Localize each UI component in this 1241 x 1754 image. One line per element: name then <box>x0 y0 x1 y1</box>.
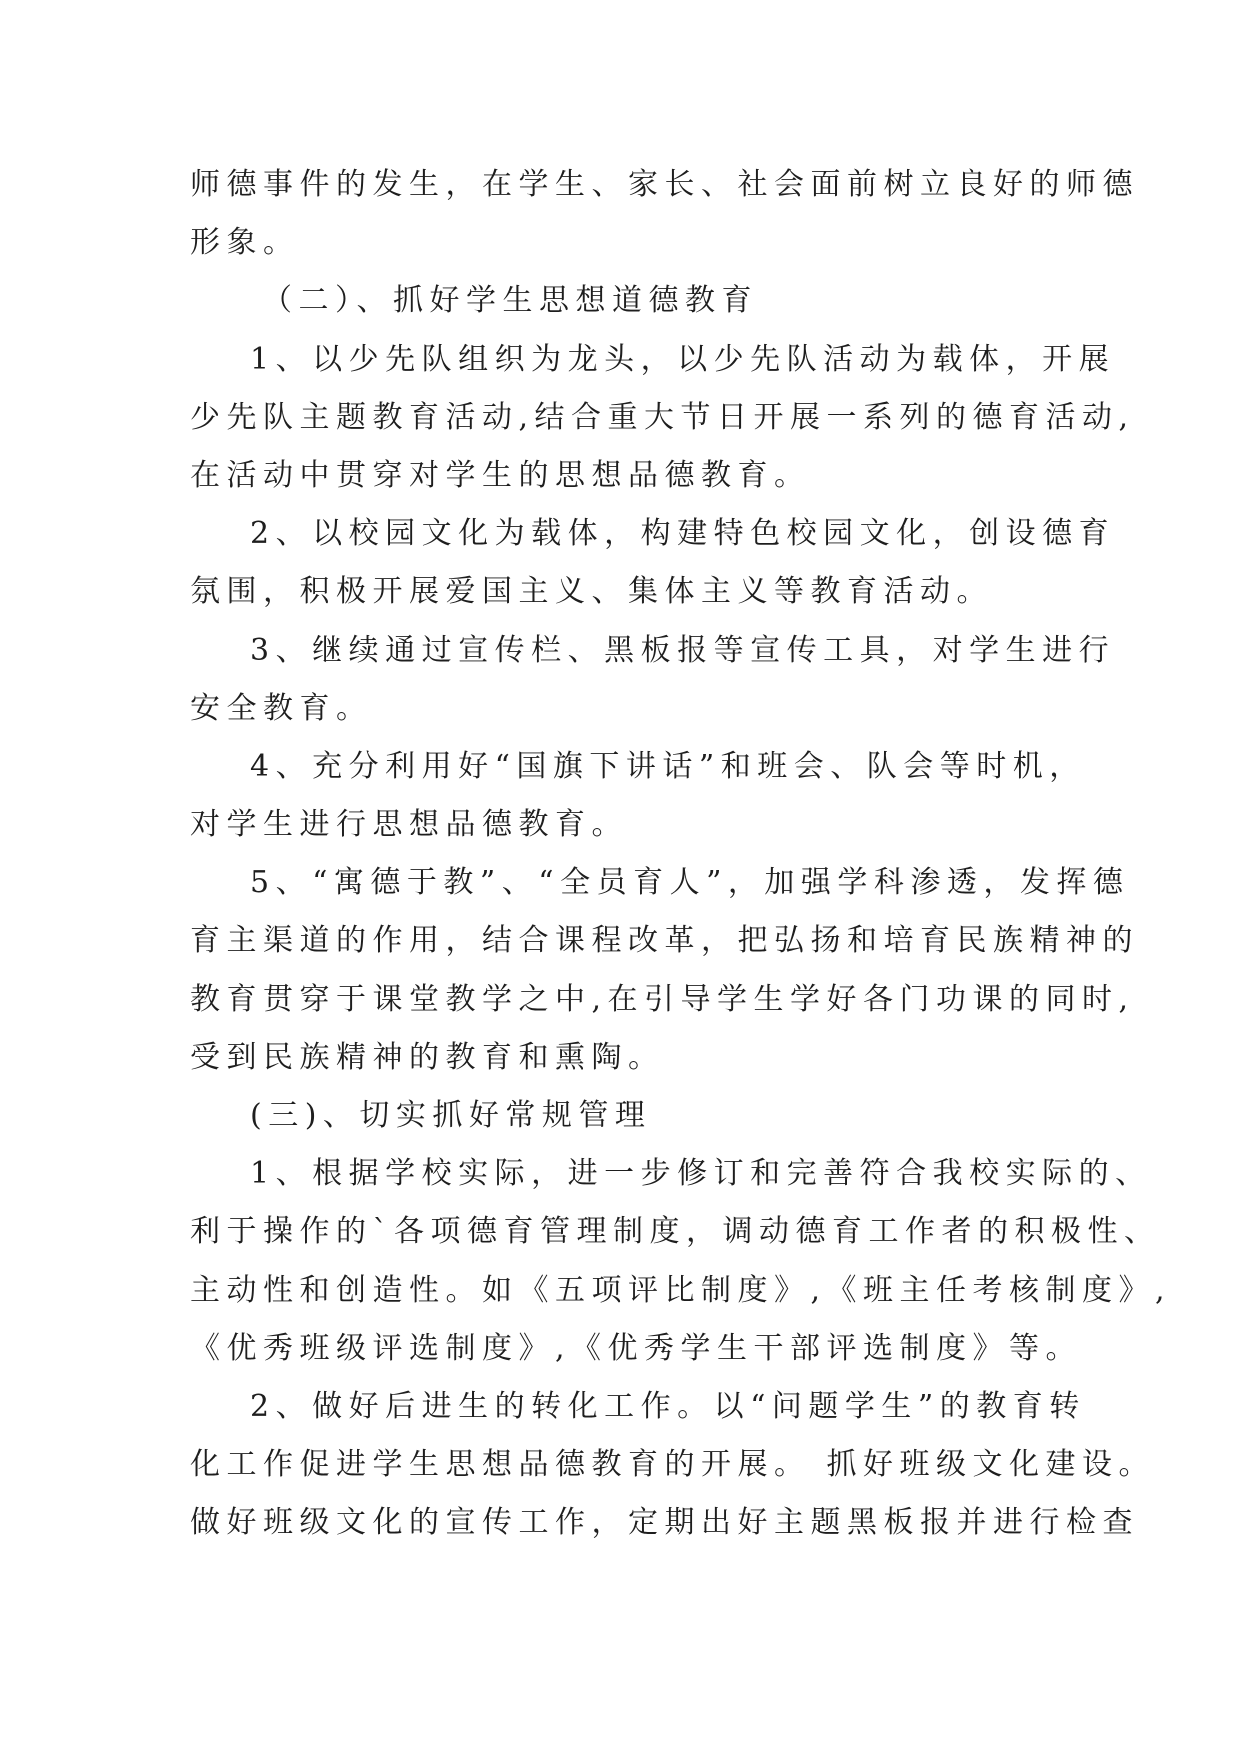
item-3-line: 3、继续通过宣传栏、黑板报等宣传工具，对学生进行 <box>250 632 1116 668</box>
mgmt-item-2-line: 2、做好后进生的转化工作。以“问题学生”的教育转 <box>250 1388 1086 1424</box>
mgmt-item-1-line: 1、根据学校实际，进一步修订和完善符合我校实际的、 <box>250 1156 1152 1192</box>
item-1-line: 少先队主题教育活动,结合重大节日开展一系列的德育活动, <box>190 399 1135 435</box>
item-3-line: 安全教育。 <box>190 690 373 726</box>
paragraph-line: 师德事件的发生，在学生、家长、社会面前树立良好的师德 <box>190 167 1139 202</box>
item-4-line: 4、充分利用好“国旗下讲话”和班会、队会等时机， <box>250 748 1086 784</box>
paragraph-line: 形象。 <box>190 225 300 261</box>
mgmt-item-1-line: 《优秀班级评选制度》,《优秀学生干部评选制度》等。 <box>190 1330 1083 1366</box>
item-2-line: 氛围，积极开展爱国主义、集体主义等教育活动。 <box>190 574 993 610</box>
item-2-line: 2、以校园文化为载体，构建特色校园文化，创设德育 <box>250 516 1116 552</box>
section-heading-3: (三)、切实抓好常规管理 <box>250 1098 652 1133</box>
item-5-line: 5、“寓德于教”、“全员育人”，加强学科渗透，发挥德 <box>250 865 1130 901</box>
mgmt-item-1-line: 主动性和创造性。如《五项评比制度》,《班主任考核制度》, <box>190 1272 1172 1308</box>
item-1-line: 1、以少先队组织为龙头，以少先队活动为载体，开展 <box>250 341 1116 377</box>
item-5-line: 育主渠道的作用，结合课程改革，把弘扬和培育民族精神的 <box>190 923 1139 959</box>
mgmt-item-1-line: 利于操作的`各项德育管理制度，调动德育工作者的积极性、 <box>190 1214 1161 1250</box>
mgmt-item-2-line: 化工作促进学生思想品德教育的开展。 抓好班级文化建设。 <box>190 1447 1156 1483</box>
item-5-line: 受到民族精神的教育和熏陶。 <box>190 1039 665 1075</box>
section-heading-2: （二）、抓好学生思想道德教育 <box>262 283 758 319</box>
item-4-line: 对学生进行思想品德教育。 <box>190 807 628 843</box>
item-5-line: 教育贯穿于课堂教学之中,在引导学生学好各门功课的同时, <box>190 981 1135 1017</box>
mgmt-item-2-line: 做好班级文化的宣传工作，定期出好主题黑板报并进行检查 <box>190 1505 1139 1541</box>
document-body <box>190 156 1172 1553</box>
item-1-line: 在活动中贯穿对学生的思想品德教育。 <box>190 457 811 493</box>
